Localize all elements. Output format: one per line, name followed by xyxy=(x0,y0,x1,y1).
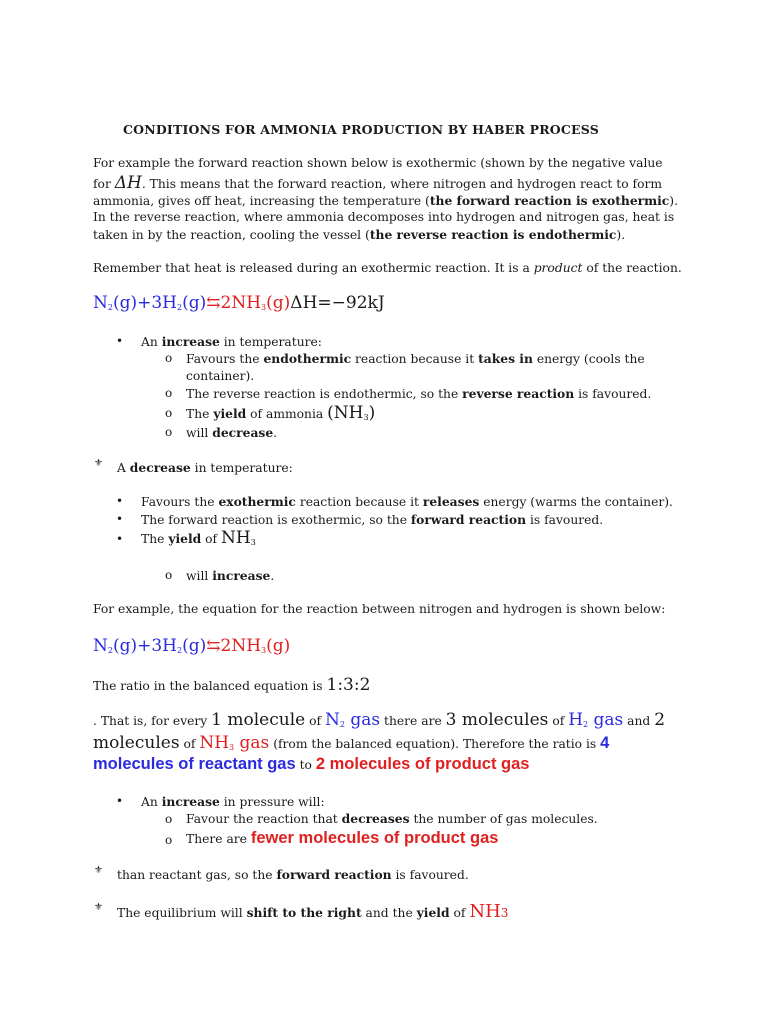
sub-bullet-1: o xyxy=(165,351,173,365)
thatis-line-3: molecules of reactant gas to 2 molecules of product gas xyxy=(93,755,530,773)
pressure-sub-2: There are fewer molecules of product gas xyxy=(186,829,499,847)
equilibrium-nh3: NH3 xyxy=(469,901,509,922)
decrease-temp-heading: A decrease in temperature: xyxy=(117,460,293,475)
eq1-arrow: ⇆ xyxy=(206,293,221,313)
intro-line-1: For example the forward reaction shown below is exothermic (shown by the negative value xyxy=(93,156,663,170)
intro-line-2-rest: . This means that the forward reaction, where nitrogen and hydrogen react to form xyxy=(141,177,663,191)
sub-bullet-3: o xyxy=(165,406,173,420)
bullet-increase-temp: • xyxy=(116,334,124,348)
remember-italic: product xyxy=(533,261,583,275)
pressure-heading: An increase in pressure will: xyxy=(141,794,325,809)
thatis-line-1: . That is, for every 1 molecule of $N_2$ gas there are 3 molecules of $H_2$ gas and 2 xyxy=(93,710,666,730)
example-2-line: For example, the equation for the reaction between nitrogen and hydrogen is shown below: xyxy=(93,602,666,616)
intro-l5-text: taken in by the reaction, cooling the vessel ( xyxy=(93,228,370,242)
remember-pre: Remember that heat is released during an exothermic reaction. It is a xyxy=(93,261,534,275)
sub-bullet-2: o xyxy=(165,386,173,400)
sub-bullet-4: o xyxy=(165,425,173,439)
remember-line xyxy=(93,261,682,275)
intro-l3-text: ammonia, gives off heat, increasing the temperature ( xyxy=(93,194,430,208)
decrease-temp-sub: will increase. xyxy=(186,568,275,583)
intro-line-3 xyxy=(93,193,678,208)
bullet-decrease-1: • xyxy=(116,494,124,508)
eq2-arrow: ⇆ xyxy=(206,636,221,656)
increase-temp-sub-4: will decrease. xyxy=(186,425,278,440)
decrease-temp-item-2: The forward reaction is exothermic, so the forward reaction is favoured. xyxy=(141,512,604,527)
equation-1 xyxy=(93,293,385,313)
ratio-line: The ratio in the balanced equation is 1:3:2 xyxy=(93,675,371,695)
decrease-temp-item-3: The yield of $NH_3$ xyxy=(141,528,256,548)
increase-temp-heading: An increase in temperature: xyxy=(141,334,322,349)
eq2-product: $2NH_3(g)$ xyxy=(220,636,291,656)
reactant-gas: molecules of reactant gas xyxy=(93,755,296,773)
remember-post: of the reaction. xyxy=(582,261,682,275)
increase-temp-sub-2: The reverse reaction is endothermic, so the reverse reaction is favoured. xyxy=(186,386,652,401)
intro-line-2 xyxy=(93,173,662,193)
arrow-bullet-equilibrium: ⚜ xyxy=(94,902,103,913)
equation-2 xyxy=(93,636,290,656)
increase-temp-sub-3: The yield of ammonia $(NH_3)$ xyxy=(186,403,376,423)
bullet-pressure: • xyxy=(116,794,124,808)
intro-l5-end: ). xyxy=(616,228,626,242)
bullet-decrease-3: • xyxy=(116,532,124,546)
delta-h: ΔH xyxy=(114,173,142,193)
ratio-value: 1:3:2 xyxy=(326,675,371,695)
intro-l5-bold: the reverse reaction is endothermic xyxy=(369,227,617,242)
intro-for: for xyxy=(93,177,115,191)
decrease-temp-item-1: Favours the exothermic reaction because it releases energy (warms the container). xyxy=(141,494,673,509)
bullet-decrease-2: • xyxy=(116,512,124,526)
pressure-sub-bullet-1: o xyxy=(165,812,173,826)
intro-line-5 xyxy=(93,227,625,242)
increase-temp-sub-1-cont: container). xyxy=(186,369,255,383)
eq1-dh: ΔH=−92kJ xyxy=(290,293,385,313)
sub-bullet-increase: o xyxy=(165,568,173,582)
eq1-nh3: $2NH_3(g)$ xyxy=(220,293,291,313)
arrow-bullet-than: ⚜ xyxy=(94,865,103,876)
page-title: CONDITIONS FOR AMMONIA PRODUCTION BY HABER PROCESS xyxy=(123,122,599,137)
arrow-bullet-decrease: ⚜ xyxy=(94,458,103,469)
fewer-molecules: fewer molecules of product gas xyxy=(250,829,499,847)
equilibrium-line: The equilibrium will shift to the right and the yield of NH3 xyxy=(117,901,509,922)
pressure-sub-1: Favour the reaction that decreases the number of gas molecules. xyxy=(186,811,598,826)
intro-l3-bold: the forward reaction is exothermic xyxy=(429,193,670,208)
eq1-n2: $N_2(g)+3H_2(g)$ xyxy=(93,293,207,313)
eq2-reactants: $N_2(g)+3H_2(g)$ xyxy=(93,636,207,656)
thatis-line-2: molecules of $NH_3$ gas (from the balanced equation). Therefore the ratio is 4 xyxy=(93,733,610,753)
intro-l3-end: ). xyxy=(669,194,679,208)
increase-temp-sub-1: Favours the endothermic reaction because it takes in energy (cools the xyxy=(186,351,645,366)
pressure-sub-bullet-2: o xyxy=(165,833,173,847)
than-line: than reactant gas, so the forward reaction is favoured. xyxy=(117,867,469,882)
intro-line-4: In the reverse reaction, where ammonia decomposes into hydrogen and nitrogen gas, heat is xyxy=(93,210,675,224)
product-gas: 2 molecules of product gas xyxy=(315,755,530,773)
